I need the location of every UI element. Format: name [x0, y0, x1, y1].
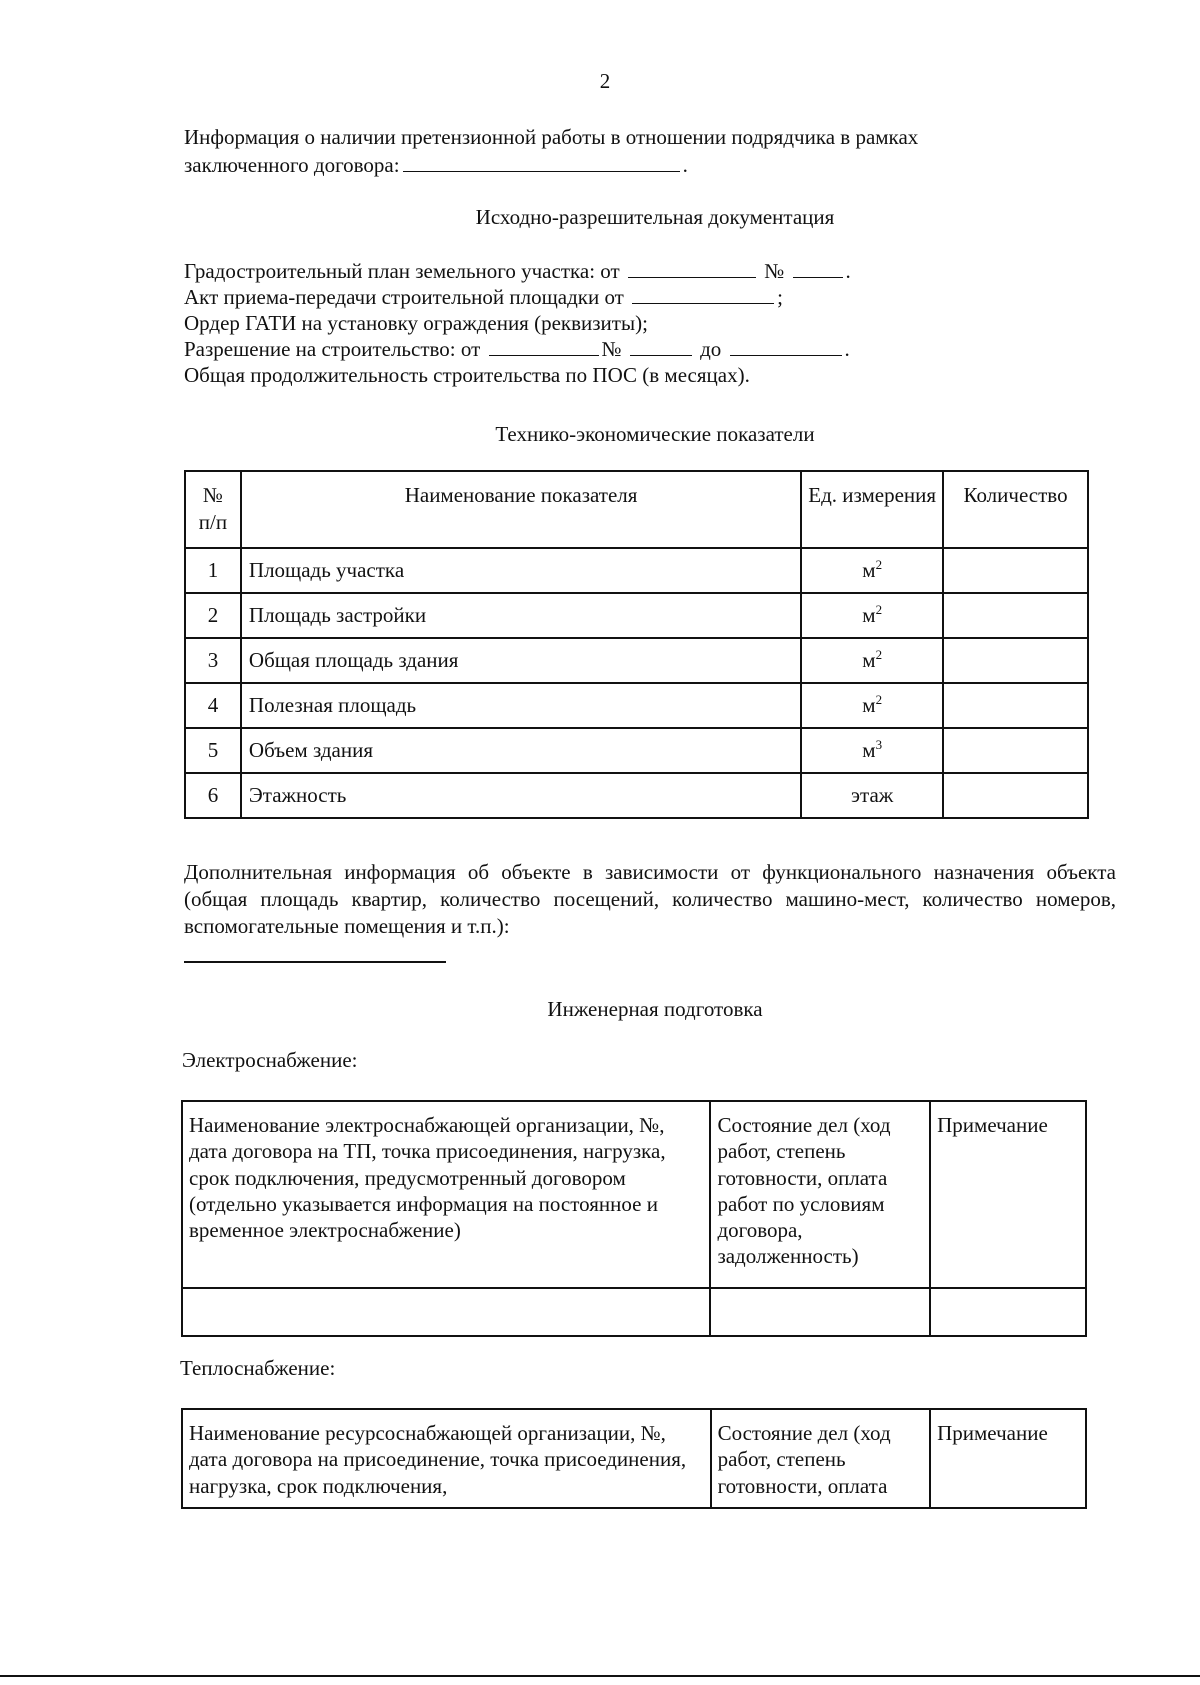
engineering-heading: Инженерная подготовка [547, 997, 763, 1021]
page-number: 2 [599, 69, 611, 93]
quantity-cell [943, 638, 1088, 683]
permit-line [184, 336, 1114, 362]
tep-header-qty: Количество [943, 471, 1088, 548]
claims-info-line2 [184, 152, 1114, 178]
table-row [185, 548, 1088, 593]
page-bottom-rule [0, 1675, 1200, 1677]
indicator-name: Площадь участка [241, 548, 801, 593]
gpzu-date-blank [628, 276, 756, 278]
claims-blank-field [403, 170, 680, 172]
quantity-cell [943, 593, 1088, 638]
unit-exponent: 3 [875, 736, 883, 752]
electro-col-note: Примечание [930, 1101, 1086, 1288]
row-number: 4 [185, 683, 241, 728]
gpzu-label: Градостроительный план земельного участка: от [184, 259, 620, 283]
gpzu-number-blank [793, 276, 843, 278]
unit-cell [801, 638, 943, 683]
indicator-name: Полезная площадь [241, 683, 801, 728]
tep-header-num: № п/п [185, 471, 241, 548]
act-label: Акт приема-передачи строительной площадки от [184, 285, 624, 309]
table-row [185, 638, 1088, 683]
indicator-name: Общая площадь здания [241, 638, 801, 683]
unit-exponent: 2 [875, 601, 883, 617]
permit-label: Разрешение на строительство: от [184, 337, 481, 361]
row-number: 6 [185, 773, 241, 818]
quantity-cell [943, 773, 1088, 818]
quantity-cell [943, 548, 1088, 593]
electro-label: Электроснабжение: [182, 1048, 358, 1072]
quantity-cell [943, 728, 1088, 773]
act-end: ; [777, 285, 783, 309]
permit-number-blank [630, 354, 692, 356]
permit-to-label: до [700, 337, 722, 361]
electro-empty-cell [930, 1288, 1086, 1336]
quantity-cell [943, 683, 1088, 728]
permit-to-blank [730, 354, 842, 356]
electro-col-status: Состояние дел (ход работ, степень готовности, оплата работ по условиям договора, задолженность) [710, 1101, 930, 1288]
tep-table [184, 470, 1089, 819]
row-number: 1 [185, 548, 241, 593]
unit-base: этаж [851, 782, 894, 807]
indicator-name: Объем здания [241, 728, 801, 773]
unit-base: м [862, 692, 876, 717]
electro-table [181, 1100, 1087, 1337]
permits-heading: Исходно-разрешительная документация [475, 205, 835, 229]
table-row [185, 593, 1088, 638]
gpzu-end: . [845, 259, 851, 283]
claims-info-line1: Информация о наличии претензионной работы в отношении подрядчика в рамках [184, 125, 919, 149]
gpzu-line [184, 258, 1114, 284]
tep-heading: Технико-экономические показатели [495, 422, 815, 446]
indicator-name: Этажность [241, 773, 801, 818]
claims-info-paragraph [184, 124, 1114, 179]
table-row [185, 773, 1088, 818]
unit-cell [801, 548, 943, 593]
electro-col-organization: Наименование электроснабжающей организации, №, дата договора на ТП, точка присоединения, нагрузка, срок подключения, предусмотренный договором (отдельно указывается информация на постоянное и временное электроснабжение) [182, 1101, 710, 1288]
electro-empty-cell [182, 1288, 710, 1336]
permit-number-label: № [601, 337, 622, 361]
tep-header-row [185, 471, 1088, 548]
permit-end: . [844, 337, 850, 361]
electro-header-row [182, 1101, 1086, 1288]
extra-info-blank-line [184, 961, 446, 963]
row-number: 3 [185, 638, 241, 683]
heat-header-row [182, 1409, 1086, 1508]
row-number: 5 [185, 728, 241, 773]
unit-exponent: 2 [875, 646, 883, 662]
tep-header-unit: Ед. измерения [801, 471, 943, 548]
unit-cell [801, 683, 943, 728]
unit-base: м [862, 602, 876, 627]
claims-info-label: заключенного договора: [184, 153, 400, 178]
permit-date-blank [489, 354, 599, 356]
unit-base: м [862, 737, 876, 762]
indicator-name: Площадь застройки [241, 593, 801, 638]
unit-base: м [862, 557, 876, 582]
permits-list [184, 258, 1114, 388]
act-date-blank [632, 302, 774, 304]
unit-exponent: 2 [875, 691, 883, 707]
row-number: 2 [185, 593, 241, 638]
heat-table [181, 1408, 1087, 1509]
unit-exponent: 2 [875, 556, 883, 572]
gpzu-number-label: № [764, 259, 785, 283]
unit-cell [801, 773, 943, 818]
table-row [185, 728, 1088, 773]
unit-base: м [862, 647, 876, 672]
gati-line: Ордер ГАТИ на установку ограждения (реквизиты); [184, 311, 648, 335]
duration-line: Общая продолжительность строительства по ПОС (в месяцах). [184, 363, 750, 387]
act-line [184, 284, 1114, 310]
tep-header-name: Наименование показателя [241, 471, 801, 548]
claims-info-end: . [682, 153, 688, 178]
heat-col-organization: Наименование ресурсоснабжающей организации, №, дата договора на присоединение, точка присоединения, нагрузка, срок подключения, [182, 1409, 711, 1508]
electro-empty-cell [710, 1288, 930, 1336]
unit-cell [801, 728, 943, 773]
unit-cell [801, 593, 943, 638]
table-row [182, 1288, 1086, 1336]
heat-col-status: Состояние дел (ход работ, степень готовности, оплата [711, 1409, 931, 1508]
heat-label: Теплоснабжение: [180, 1356, 336, 1380]
heat-col-note: Примечание [930, 1409, 1086, 1508]
extra-info-paragraph: Дополнительная информация об объекте в зависимости от функционального назначения объекта (общая площадь квартир, количество посещений, количество машино-мест, количество номеров, вспомогательные помещения и т.п.): [184, 860, 1116, 938]
table-row [185, 683, 1088, 728]
